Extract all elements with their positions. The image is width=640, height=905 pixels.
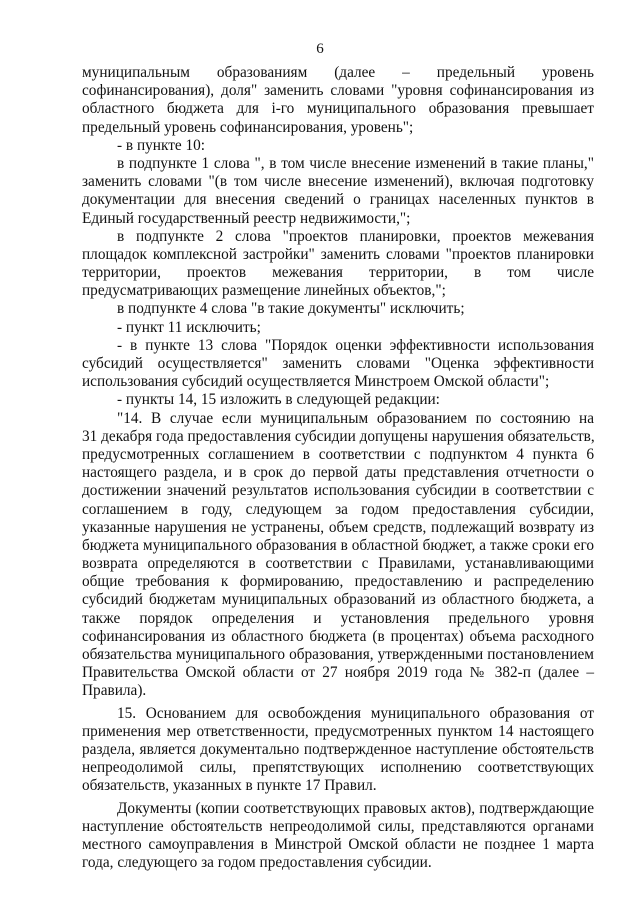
text-line: также порядок определения и установления предельного уровня: [82, 609, 594, 627]
text-line: субсидий осуществляется" заменить словами "Оценка эффективности: [82, 355, 594, 372]
text-line: обязательства муниципального образования, утвержденными постановлением: [82, 646, 594, 663]
document-body: [82, 64, 594, 872]
text-line: 15. Основанием для освобождения муниципального образования от: [117, 704, 594, 722]
text-line: территории, проектов межевания территории, в том числе: [82, 264, 594, 282]
text-line: муниципальным образованиям (далее – предельный уровень: [82, 64, 594, 81]
text-line: в подпункте 2 слова "проектов планировки, проектов межевания: [117, 227, 594, 245]
text-line: предусмотренных соглашением в соответствии с подпунктом 4 пункта 6: [82, 445, 594, 463]
text-line: указанные нарушения не устранены, объем средств, подлежащий возврату из: [82, 518, 594, 536]
text-line: - в пункте 13 слова "Порядок оценки эффективности использования: [117, 336, 594, 354]
text-line: применения мер ответственности, предусмотренных пунктом 14 настоящего: [82, 722, 594, 740]
text-line: местного самоуправления в Минстрой Омской области не позднее 1 марта: [82, 835, 594, 853]
text-line: соглашением в году, следующем за годом предоставления субсидии,: [82, 500, 594, 518]
text-line: раздела, является документально подтвержденное наступление обстоятельств: [82, 740, 594, 758]
text-line: наступление обстоятельств непреодолимой силы, представляются органами: [82, 817, 594, 835]
text-line: - пункт 11 исключить;: [117, 318, 261, 336]
text-line: достижении значений результатов использования субсидии в соответствии с: [82, 482, 594, 500]
text-line: непреодолимой силы, препятствующих исполнению соответствующих: [82, 759, 594, 777]
text-line: субсидий бюджетам муниципальных образований из областного бюджета, а: [82, 591, 594, 609]
text-line: областного бюджета для i-го муниципального образования превышает: [82, 100, 594, 118]
text-line: "14. В случае если муниципальным образованием по состоянию на: [117, 409, 594, 427]
text-line: использования субсидий осуществляется Минстроем Омской области";: [82, 373, 550, 391]
page-number: 6: [316, 41, 324, 57]
text-line: 31 декабря года предоставления субсидии допущены нарушения обязательств,: [82, 427, 595, 445]
text-line: года, следующего за годом предоставления субсидии.: [82, 854, 432, 872]
text-line: Единый государственный реестр недвижимости,";: [82, 209, 411, 227]
text-line: - пункты 14, 15 изложить в следующей редакции:: [117, 391, 440, 409]
text-line: настоящего раздела, и в срок до первой даты представления отчетности о: [82, 464, 594, 482]
text-line: софинансирования из областного бюджета (в процентах) объема расходного: [82, 627, 594, 645]
text-line: Документы (копии соответствующих правовых актов), подтверждающие: [117, 799, 594, 817]
text-line: возврата определяются в соответствии с Правилами, устанавливающими: [82, 555, 594, 573]
text-line: предусматривающих размещение линейных объектов,";: [82, 282, 446, 300]
text-line: обязательств, указанных в пункте 17 Правил.: [82, 777, 377, 795]
text-line: - в пункте 10:: [117, 136, 206, 154]
text-line: в подпункте 4 слова "в такие документы" исключить;: [117, 300, 465, 318]
text-line: документации для внесения сведений о границах населенных пунктов в: [82, 191, 594, 209]
text-line: в подпункте 1 слова ", в том числе внесение изменений в такие планы,": [117, 154, 594, 172]
text-line: предельный уровень софинансирования, уровень";: [82, 118, 414, 136]
text-line: софинансирования), доля" заменить словами "уровня софинансирования из: [82, 82, 594, 100]
text-line: Правительства Омской области от 27 ноября 2019 года № 382-п (далее –: [82, 664, 594, 682]
text-line: бюджета муниципального образования в областной бюджет, а также сроки его: [82, 536, 594, 554]
text-line: площадок комплексной застройки" заменить словами "проектов планировки: [82, 245, 594, 263]
text-line: заменить словами "(в том числе внесение изменений), включая подготовку: [82, 173, 594, 191]
text-line: Правила).: [82, 682, 147, 700]
text-line: общие требования к формированию, предоставлению и распределению: [82, 573, 594, 591]
